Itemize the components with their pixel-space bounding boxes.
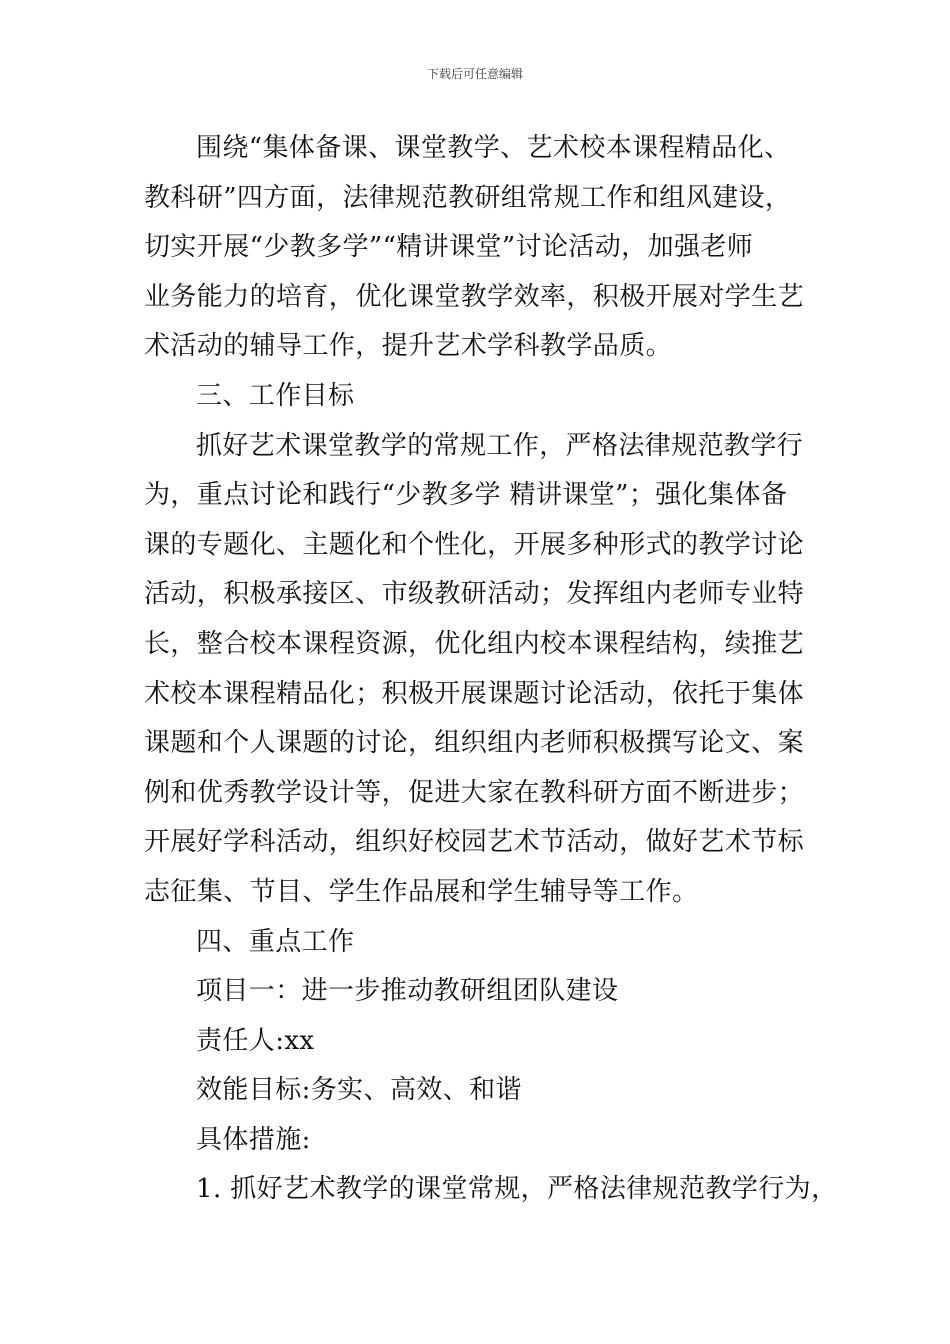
section-heading: 四、重点工作 [196,926,355,957]
paragraph-line: 活动，积极承接区、市级教研活动；发挥组内老师专业特 [144,579,805,610]
paragraph-line: 抓好艺术课堂教学的常规工作，严格法律规范教学行 [196,430,804,461]
paragraph-line: 为，重点讨论和践行“少教多学 精讲课堂”；强化集体备 [144,480,788,511]
efficiency-goal: 效能目标:务实、高效、和谐 [196,1075,522,1106]
measures-label: 具体措施: [196,1124,311,1155]
paragraph-line: 长，整合校本课程资源，优化组内校本课程结构，续推艺 [144,628,805,659]
page-header: 下载后可任意编辑 [426,67,523,81]
project-title: 项目一：进一步推动教研组团队建设 [196,976,619,1007]
paragraph-line: 课题和个人课题的讨论，组织组内老师积极撰写论文、案 [144,728,805,759]
measure-item: 1. 抓好艺术教学的课堂常规，严格法律规范教学行为， [196,1174,838,1205]
paragraph-line: 切实开展“少教多学”“精讲课堂”讨论活动，加强老师 [144,232,754,263]
paragraph-line: 术校本课程精品化；积极开展课题讨论活动，依托于集体 [144,678,805,709]
section-heading: 三、工作目标 [196,380,355,411]
document-body [144,124,838,1215]
paragraph-line: 开展好学科活动，组织好校园艺术节活动，做好艺术节标 [144,827,805,858]
paragraph-line: 围绕“集体备课、课堂教学、艺术校本课程精品化、 [196,133,791,163]
paragraph-line: 业务能力的培育，优化课堂教学效率，积极开展对学生艺 [144,281,805,312]
paragraph-line: 志征集、节目、学生作品展和学生辅导等工作。 [144,876,699,907]
paragraph-line: 课的专题化、主题化和个性化，开展多种形式的教学讨论 [144,529,805,560]
paragraph-line: 例和优秀教学设计等，促进大家在教科研方面不断进步； [144,777,805,808]
paragraph-line: 术活动的辅导工作，提升艺术学科教学品质。 [144,331,673,362]
paragraph-line: 教科研”四方面，法律规范教研组常规工作和组风建设， [144,182,792,213]
responsible-person: 责任人:xx [196,1025,315,1056]
